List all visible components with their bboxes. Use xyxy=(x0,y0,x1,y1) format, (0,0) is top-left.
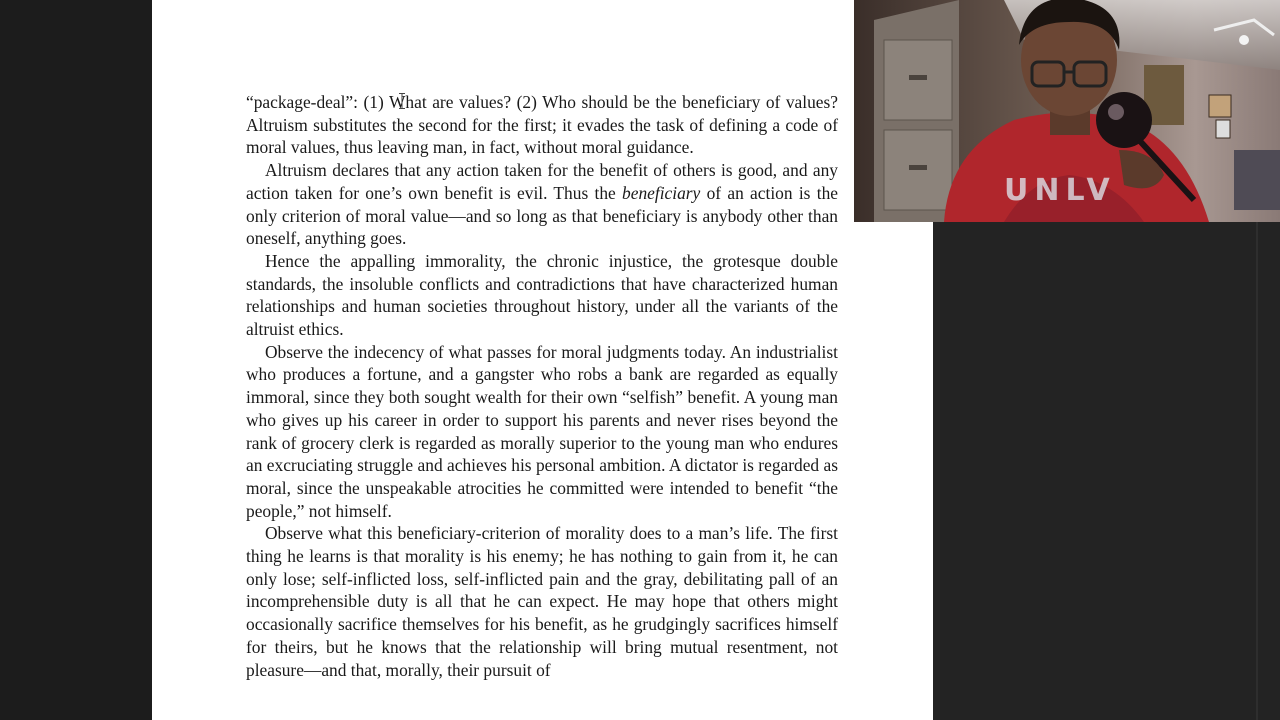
text-segment: Observe what this beneficiary-criterion of morality does to a man’s life. The first thing he learns is that morality is his enemy; he has nothing to gain from it, he can only lose; self-inflicted loss, self-inflicted pain and the gray, debilitating pall of an incomprehensible duty is all that he can expect. He may hope that others might occasionally sacrifice themselves for his benefit, as he grudgingly sacrifices himself for theirs, but he knows that the relationship will bring mutual resentment, not pleasure—and that, morally, their pursuit of xyxy=(246,523,838,680)
text-segment: Altruism declares that any action taken for the benefit of others is good, and any action taken for one’s own benefit is evil. Thus the xyxy=(246,160,838,203)
text-cursor-icon xyxy=(399,93,405,109)
text-segment: Observe the indecency of what passes for moral judgments today. An industrialist who produces a fortune, and a gangster who robs a bank are regarded as equally immoral, since they both sought wealth for their own “selfish” benefit. A young man who gives up his career in order to support his parents and never rises beyond the rank of grocery clerk is regarded as morally superior to the young man who endures an excruciating struggle and achieves his personal ambition. A dictator is regarded as moral, since the unspeakable atrocities he committed were intended to benefit “the people,” not himself. xyxy=(246,341,838,521)
paragraph xyxy=(246,250,838,341)
paragraph xyxy=(246,91,838,159)
webcam-overlay xyxy=(854,0,1280,222)
page-text xyxy=(246,91,838,681)
emphasis-text: beneficiary xyxy=(622,182,701,203)
document-page xyxy=(152,0,933,720)
empty-viewer-area xyxy=(933,222,1280,720)
shirt-text: UNLV xyxy=(1004,173,1116,208)
text-segment: of an action is the only criterion of moral value—and so long as that beneficiary is anybody other than oneself, anything goes. xyxy=(246,182,838,249)
text-segment: “package-deal”: (1) What are values? (2) Who should be the beneficiary of values? Altruism substitutes the second for the first; it evades the task of defining a code of moral values, thus leaving man, in fact, without moral guidance. xyxy=(246,92,838,158)
paragraph xyxy=(246,522,838,681)
paragraph xyxy=(246,341,838,523)
paragraph xyxy=(246,159,838,250)
text-segment: Hence the appalling immorality, the chronic injustice, the grotesque double standards, the insoluble conflicts and contradictions that have characterized human relationships and human societies throughout history, under all the variants of the altruist ethics. xyxy=(246,250,838,340)
vertical-scrollbar[interactable] xyxy=(1256,222,1258,720)
